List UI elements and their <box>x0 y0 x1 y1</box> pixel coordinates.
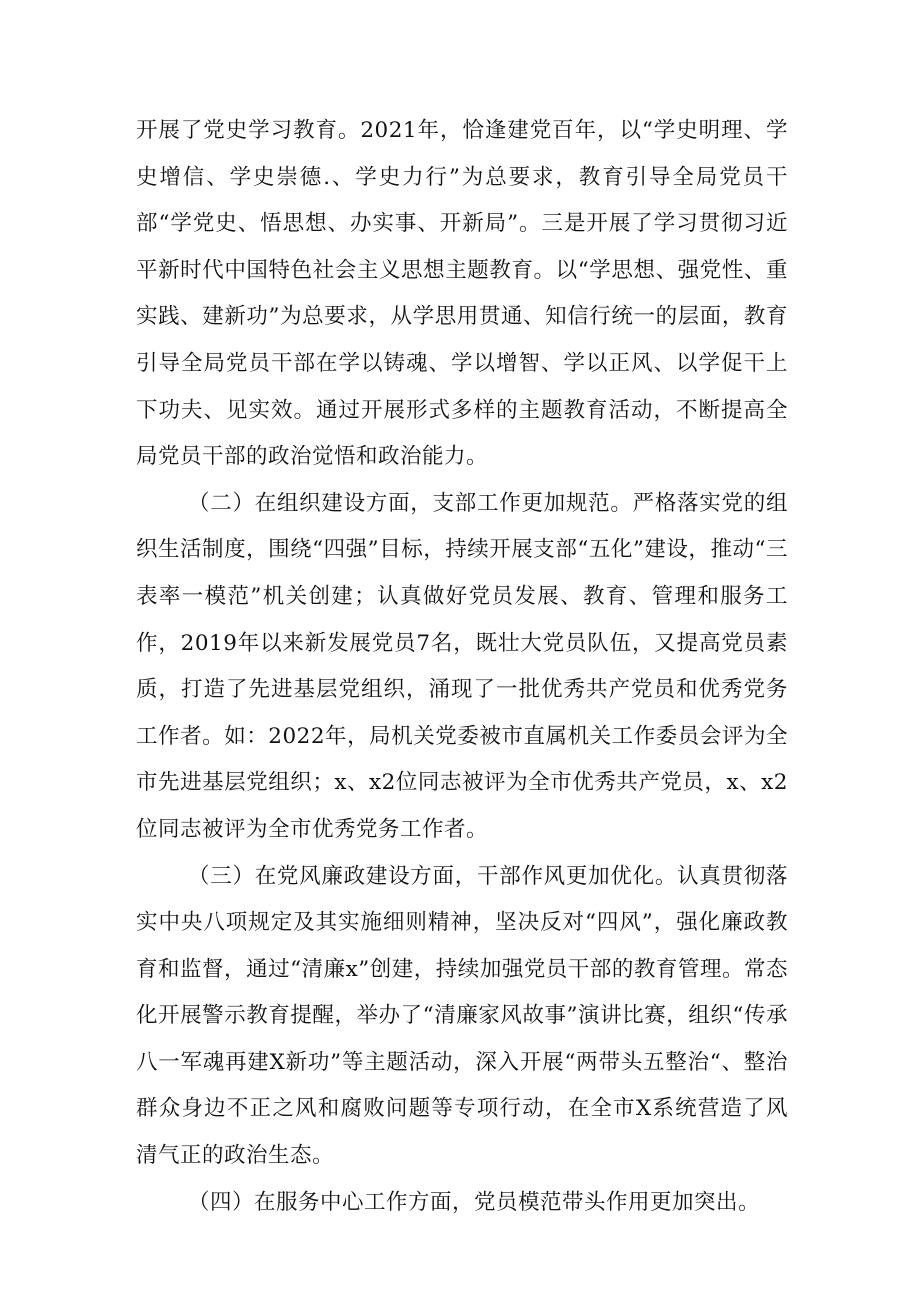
paragraph-clean-governance: （三）在党风廉政建设方面，干部作风更加优化。认真贯彻落实中央八项规定及其实施细则精神，坚决反对“四风”，强化廉政教育和监督，通过“清廉x”创建，持续加强党员干部的教育管理。常态化开展警示教育提醒，举办了“清廉家风故事”演讲比赛，组织“传承八一军魂再建X新功”等主题活动，深入开展“两带头五整治“、整治群众身边不正之风和腐败问题等专项行动，在全市X系统营造了风清气正的政治生态。 <box>136 863 788 1169</box>
paragraph-organization-building: （二）在组织建设方面，支部工作更加规范。严格落实党的组织生活制度，围绕“四强”目标，持续开展支部“五化”建设，推动“三表率一模范”机关创建；认真做好党员发展、教育、管理和服务工作，2019年以来新发展党员7名，既壮大党员队伍，又提高党员素质，打造了先进基层党组织，涌现了一批优秀共产党员和优秀党务工作者。如：2022年，局机关党委被市直属机关工作委员会评为全市先进基层党组织；x、x2位同志被评为全市优秀共产党员，x、x2位同志被评为全市优秀党务工作者。 <box>136 490 788 842</box>
document-body <box>136 108 788 1226</box>
paragraph-service-center-work: （四）在服务中心工作方面，党员模范带头作用更加突出。 <box>188 1189 761 1215</box>
paragraph-party-history-education: 开展了党史学习教育。2021年，恰逢建党百年，以“学史明理、学史增信、学史崇德.、学史力行”为总要求，教育引导全局党员干部“学党史、悟思想、办实事、开新局”。三是开展了学习贯彻习近平新时代中国特色社会主义思想主题教育。以“学思想、强党性、重实践、建新功”为总要求，从学思用贯通、知信行统一的层面，教育引导全局党员干部在学以铸魂、学以增智、学以正风、以学促干上下功夫、见实效。通过开展形式多样的主题教育活动，不断提高全局党员干部的政治觉悟和政治能力。 <box>136 118 788 470</box>
